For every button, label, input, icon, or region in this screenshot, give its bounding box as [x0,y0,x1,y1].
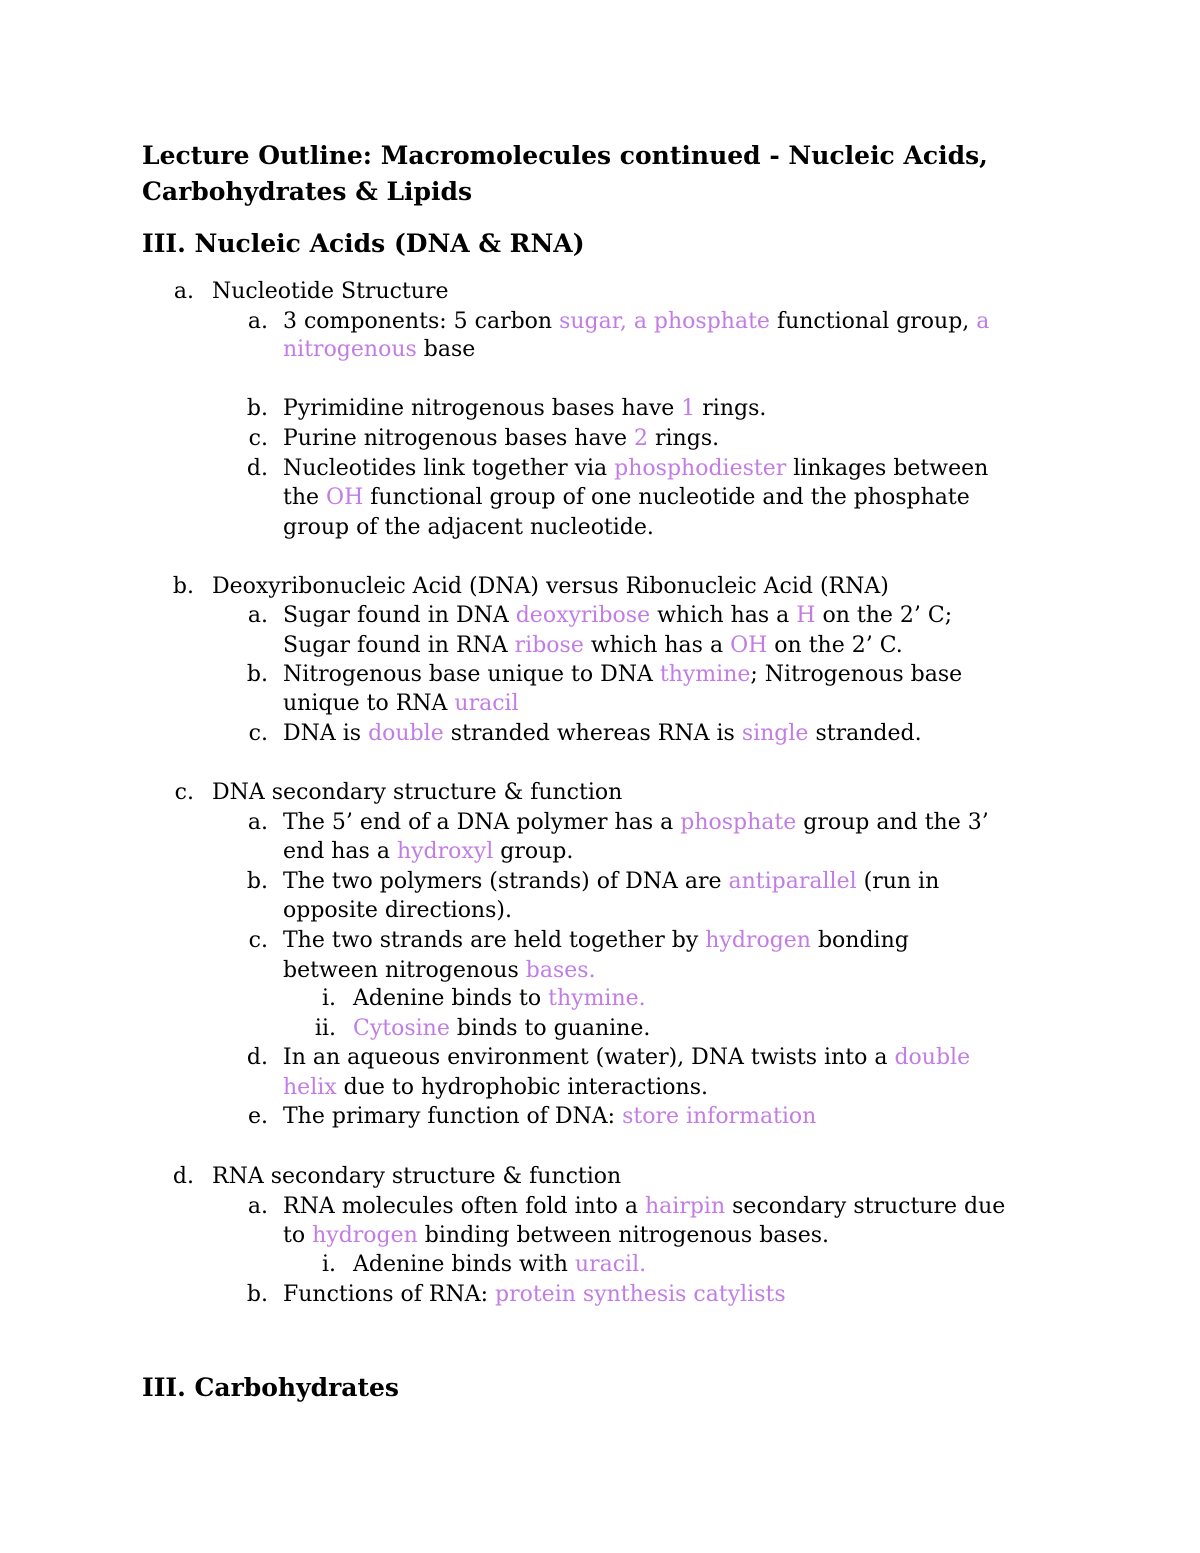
highlighted-answer: thymine [659,662,751,687]
outline-marker: e. [247,1104,268,1129]
highlighted-answer: hydroxyl [396,839,494,864]
outline-item-line: DNA is double stranded whereas RNA is single stranded. [283,721,922,746]
outline-item-line: helix due to hydrophobic interactions. [283,1075,708,1100]
highlighted-answer: 1 [681,396,696,421]
highlighted-answer: uracil. [574,1252,647,1277]
outline-marker: i. [321,1252,336,1277]
outline-marker: b. [172,574,194,599]
highlighted-answer: H [796,603,816,628]
outline-item-line: The 5’ end of a DNA polymer has a phosphate group and the 3’ [283,810,989,835]
outline-item-line: between nitrogenous bases. [283,958,596,983]
highlighted-answer: OH [326,485,364,510]
outline-subitem-line: Adenine binds to thymine. [353,986,646,1011]
outline-marker: a. [247,1194,268,1219]
outline-item-line: end has a hydroxyl group. [283,839,574,864]
outline-item-line: nitrogenous base [283,337,476,362]
outline-item-line: to hydrogen binding between nitrogenous bases. [283,1223,830,1248]
highlighted-answer: nitrogenous [283,337,417,362]
outline-marker: a. [247,309,268,334]
highlighted-answer: sugar, a phosphate [559,309,770,334]
highlighted-answer: single [741,721,809,746]
outline-marker: b. [246,396,268,421]
outline-item-line: Nucleotides link together via phosphodiester linkages between [283,456,989,481]
highlighted-answer: hydrogen [312,1223,418,1248]
subsection-rna-secondary-structure: RNA secondary structure & function [212,1164,622,1189]
highlighted-answer: hairpin [645,1194,726,1219]
highlighted-answer: store information [622,1104,817,1129]
outline-marker: c. [248,426,268,451]
outline-item-line: Purine nitrogenous bases have 2 rings. [283,426,720,451]
outline-item-line: RNA molecules often fold into a hairpin secondary structure due [283,1194,1006,1219]
highlighted-answer: thymine. [548,986,646,1011]
outline-item-line: 3 components: 5 carbon sugar, a phosphate functional group, a [283,309,990,334]
outline-marker: c. [174,780,194,805]
outline-item-line: Sugar found in DNA deoxyribose which has a H on the 2’ C; [283,603,953,628]
highlighted-answer: bases. [525,958,596,983]
highlighted-answer: helix [283,1075,337,1100]
highlighted-answer: Cytosine [353,1016,450,1041]
highlighted-answer: uracil [454,691,519,716]
outline-item-line: Nitrogenous base unique to DNA thymine; Nitrogenous base [283,662,963,687]
outline-item-line: The two polymers (strands) of DNA are antiparallel (run in [283,869,940,894]
outline-subitem-line: Adenine binds with uracil. [353,1252,647,1277]
outline-item-line: unique to RNA uracil [283,691,519,716]
outline-marker: a. [173,279,194,304]
highlighted-answer: double [894,1045,971,1070]
outline-marker: b. [246,662,268,687]
outline-item-line: the OH functional group of one nucleotide and the phosphate [283,485,970,510]
highlighted-answer: phosphate [680,810,797,835]
outline-marker: b. [246,1282,268,1307]
highlighted-answer: hydrogen [705,928,811,953]
outline-marker: a. [247,603,268,628]
outline-marker: i. [321,986,336,1011]
highlighted-answer: a [976,309,990,334]
subsection-dna-vs-rna: Deoxyribonucleic Acid (DNA) versus Ribonucleic Acid (RNA) [212,574,889,599]
outline-item-line: The primary function of DNA: store information [283,1104,817,1129]
outline-item-line: opposite directions). [283,898,512,923]
outline-marker: d. [172,1164,194,1189]
highlighted-answer: 2 [634,426,649,451]
outline-item-line: Functions of RNA: protein synthesis catylists [283,1282,786,1307]
outline-marker: a. [247,810,268,835]
outline-item-line: group of the adjacent nucleotide. [283,515,654,540]
outline-marker: d. [246,1045,268,1070]
outline-item-line: Pyrimidine nitrogenous bases have 1 rings. [283,396,767,421]
outline-marker: b. [246,869,268,894]
subsection-dna-secondary-structure: DNA secondary structure & function [212,780,623,805]
highlighted-answer: deoxyribose [515,603,651,628]
outline-marker: d. [246,456,268,481]
outline-marker: c. [248,928,268,953]
highlighted-answer: protein synthesis catylists [495,1282,786,1307]
outline-item-line: Sugar found in RNA ribose which has a OH on the 2’ C. [283,633,903,658]
highlighted-answer: ribose [514,633,584,658]
highlighted-answer: antiparallel [728,869,857,894]
outline-marker: c. [248,721,268,746]
outline-item-line: The two strands are held together by hydrogen bonding [283,928,909,953]
section-heading-nucleic-acids: III. Nucleic Acids (DNA & RNA) [142,229,585,258]
highlighted-answer: OH [730,633,768,658]
subsection-nucleotide-structure: Nucleotide Structure [212,279,449,304]
highlighted-answer: double [368,721,444,746]
outline-item-line: In an aqueous environment (water), DNA twists into a double [283,1045,971,1070]
outline-subitem-line: Cytosine binds to guanine. [353,1016,651,1041]
highlighted-answer: phosphodiester [614,456,787,481]
document-title: Lecture Outline: Macromolecules continued - Nucleic Acids, Carbohydrates & Lipids [142,141,988,206]
outline-marker: ii. [314,1016,336,1041]
section-heading-carbohydrates: III. Carbohydrates [142,1373,399,1402]
